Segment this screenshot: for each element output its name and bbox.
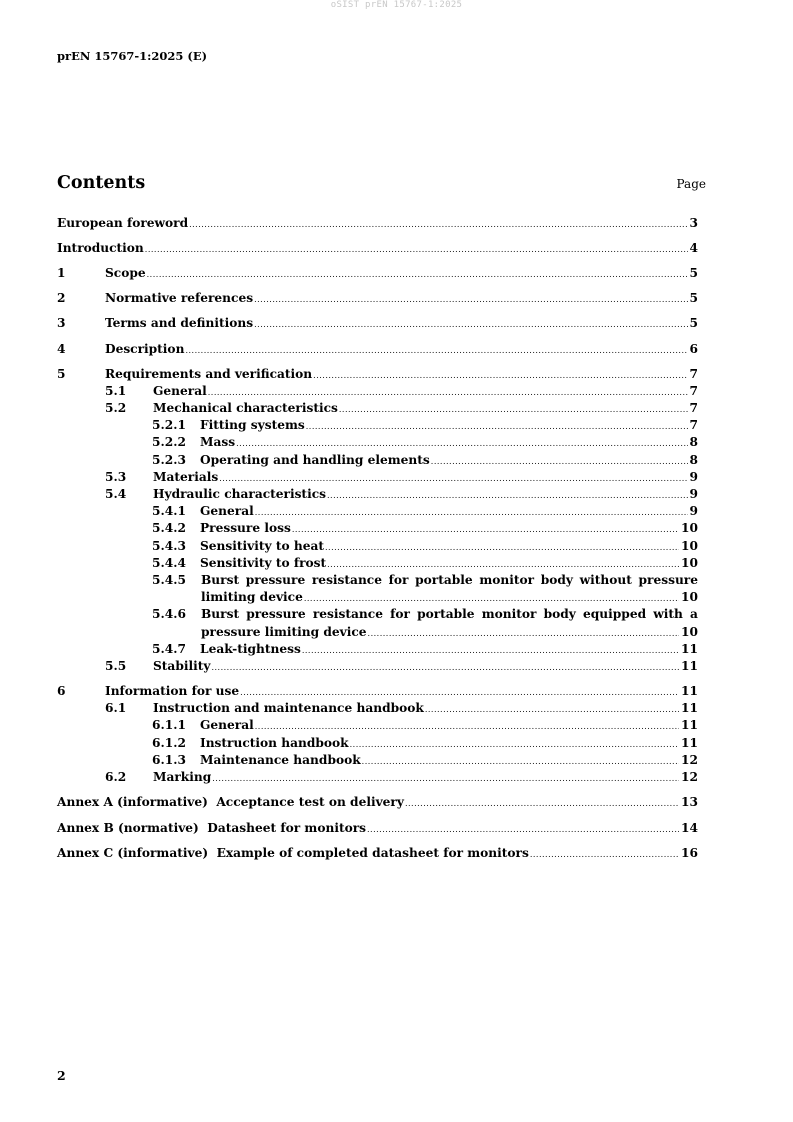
toc-entry-6-1-1[interactable]	[57, 717, 698, 734]
toc-entry-5[interactable]	[57, 366, 698, 383]
toc-entry-number: 5.1	[105, 384, 127, 398]
toc-entry-title: Mechanical characteristics	[153, 401, 338, 415]
toc-entry-number: 5.4.2	[152, 521, 186, 535]
toc-entry-page: 7	[689, 367, 698, 381]
toc-entry-title: Annex C (informative) Example of completed datasheet for monitors	[57, 846, 529, 860]
toc-entry-title: Fitting systems	[200, 418, 305, 432]
toc-entry-page: 9	[689, 504, 698, 518]
toc-entry-5-3[interactable]	[57, 469, 698, 486]
toc-entry-5-1[interactable]	[57, 383, 698, 400]
toc-entry-annex-c[interactable]	[57, 845, 698, 862]
toc-entry-5-4-6[interactable]	[201, 624, 698, 641]
toc-entry-title: limiting device	[201, 590, 303, 604]
toc-entry-number: 5.3	[105, 470, 127, 484]
toc-entry-page: 10	[681, 521, 698, 535]
toc-entry-page: 10	[681, 590, 698, 604]
toc-entry-number: 6.1	[105, 701, 127, 715]
toc-entry-title: Annex B (normative) Datasheet for monitors	[57, 821, 366, 835]
toc-entry-number: 5.4.4	[152, 556, 186, 570]
toc-entry-page: 11	[681, 684, 698, 698]
toc-entry-number: 5	[57, 367, 66, 381]
toc-entry-title: Description	[105, 342, 185, 356]
toc-entry-5-4-5[interactable]	[201, 589, 698, 606]
toc-entry-title: Instruction handbook	[200, 736, 349, 750]
toc-entry-page: 14	[681, 821, 698, 835]
toc-entry-5-2-1[interactable]	[57, 417, 698, 434]
toc-entry-page: 5	[689, 266, 698, 280]
contents-title: Contents	[57, 173, 146, 193]
toc-entry-5-2[interactable]	[57, 400, 698, 417]
toc-entry-page: 13	[681, 795, 698, 809]
toc-entry-page: 10	[681, 539, 698, 553]
toc-entry-title: Normative references	[105, 291, 254, 305]
toc-entry-title: Terms and definitions	[105, 316, 254, 330]
toc-entry-title: Information for use	[105, 684, 240, 698]
toc-entry-page: 7	[689, 418, 698, 432]
toc-entry-title: Annex A (informative) Acceptance test on delivery	[57, 795, 404, 809]
toc-entry-page: 12	[681, 753, 698, 767]
toc-entry-title: General	[200, 718, 254, 732]
toc-entry-page: 5	[689, 291, 698, 305]
toc-entry-title: General	[153, 384, 207, 398]
toc-entry-number: 2	[57, 291, 66, 305]
toc-entry-number: 5.2.3	[152, 453, 186, 467]
document-identifier: prEN 15767-1:2025 (E)	[57, 49, 208, 63]
toc-entry-number: 5.5	[105, 659, 127, 673]
toc-entry-5-2-3[interactable]	[57, 452, 698, 469]
toc-entry-title: Operating and handling elements	[200, 453, 430, 467]
toc-entry-number: 1	[57, 266, 66, 280]
toc-entry-number: 3	[57, 316, 66, 330]
toc-entry-number: 5.4.5	[152, 573, 186, 587]
toc-entry-5-4-5-line1[interactable]: Burst pressure resistance for portable monitor body without pressure	[201, 573, 698, 587]
toc-entry-5-2-2[interactable]	[57, 434, 698, 451]
toc-entry-number: 5.4.7	[152, 642, 186, 656]
toc-entry-number: 5.4.6	[152, 607, 186, 621]
toc-entry-number: 6	[57, 684, 66, 698]
toc-entry-4[interactable]	[57, 341, 698, 358]
toc-entry-page: 10	[681, 556, 698, 570]
toc-entry-number: 5.4.1	[152, 504, 186, 518]
toc-entry-title: General	[200, 504, 254, 518]
toc-entry-page: 6	[689, 342, 698, 356]
toc-entry-title: Stability	[153, 659, 211, 673]
toc-entry-page: 11	[681, 659, 698, 673]
toc-entry-page: 11	[681, 642, 698, 656]
toc-entry-title: Hydraulic characteristics	[153, 487, 326, 501]
toc-entry-page: 16	[681, 846, 698, 860]
toc-entry-number: 6.1.1	[152, 718, 186, 732]
toc-entry-5-4-3[interactable]	[57, 538, 698, 555]
toc-entry-5-4[interactable]	[57, 486, 698, 503]
toc-entry-5-5[interactable]	[57, 658, 698, 675]
toc-entry-title: Instruction and maintenance handbook	[153, 701, 424, 715]
toc-entry-title: Sensitivity to frost	[200, 556, 327, 570]
toc-entry-5-4-6-number-row	[57, 606, 202, 623]
toc-entry-title: European foreword	[57, 216, 189, 230]
toc-entry-5-4-1[interactable]	[57, 503, 698, 520]
page-column-label: Page	[676, 177, 706, 191]
toc-entry-5-4-5-number-row	[57, 572, 202, 589]
toc-entry-title: Sensitivity to heat	[200, 539, 324, 553]
toc-entry-annex-a[interactable]	[57, 794, 698, 811]
toc-entry-page: 8	[689, 453, 698, 467]
toc-entry-annex-b[interactable]	[57, 820, 698, 837]
toc-entry-number: 4	[57, 342, 66, 356]
toc-entry-5-4-4[interactable]	[57, 555, 698, 572]
toc-entry-page: 10	[681, 625, 698, 639]
toc-entry-number: 6.1.2	[152, 736, 186, 750]
toc-entry-number: 6.2	[105, 770, 127, 784]
toc-entry-5-4-7[interactable]	[57, 641, 698, 658]
toc-entry-title: pressure limiting device	[201, 625, 367, 639]
toc-entry-page: 9	[689, 470, 698, 484]
toc-entry-6[interactable]	[57, 683, 698, 700]
toc-entry-title: Pressure loss	[200, 521, 291, 535]
toc-entry-number: 5.2	[105, 401, 127, 415]
toc-entry-number: 5.4.3	[152, 539, 186, 553]
toc-entry-title: Marking	[153, 770, 212, 784]
toc-entry-page: 3	[689, 216, 698, 230]
toc-entry-page: 12	[681, 770, 698, 784]
toc-entry-title: Materials	[153, 470, 219, 484]
toc-entry-5-4-6-line1[interactable]: Burst pressure resistance for portable monitor body equipped with a	[201, 607, 698, 621]
toc-entry-title: Scope	[105, 266, 146, 280]
toc-entry-introduction[interactable]	[57, 240, 698, 257]
toc-entry-page: 4	[689, 241, 698, 255]
toc-entry-title: Mass	[200, 435, 236, 449]
toc-entry-number: 5.2.2	[152, 435, 186, 449]
toc-entry-title: Introduction	[57, 241, 144, 255]
toc-entry-european-foreword[interactable]	[57, 215, 698, 232]
toc-entry-title: Leak-tightness	[200, 642, 301, 656]
toc-entry-title: Requirements and verification	[105, 367, 313, 381]
toc-entry-6-2[interactable]	[57, 769, 698, 786]
toc-entry-5-4-2[interactable]	[57, 520, 698, 537]
toc-entry-page: 7	[689, 384, 698, 398]
footer-page-number: 2	[57, 1068, 66, 1083]
toc-entry-page: 5	[689, 316, 698, 330]
toc-entry-6-1-3[interactable]	[57, 752, 698, 769]
toc-entry-number: 6.1.3	[152, 753, 186, 767]
toc-entry-title: Maintenance handbook	[200, 753, 361, 767]
toc-entry-6-1[interactable]	[57, 700, 698, 717]
toc-entry-page: 7	[689, 401, 698, 415]
toc-entry-3[interactable]	[57, 315, 698, 332]
toc-entry-page: 11	[681, 701, 698, 715]
toc-entry-page: 9	[689, 487, 698, 501]
toc-entry-page: 11	[681, 718, 698, 732]
toc-entry-number: 5.4	[105, 487, 127, 501]
toc-entry-number: 5.2.1	[152, 418, 186, 432]
watermark-text: oSIST prEN 15767-1:2025	[330, 0, 463, 10]
toc-entry-page: 11	[681, 736, 698, 750]
toc-entry-page: 8	[689, 435, 698, 449]
toc-entry-1[interactable]	[57, 265, 698, 282]
toc-entry-2[interactable]	[57, 290, 698, 307]
toc-entry-6-1-2[interactable]	[57, 735, 698, 752]
